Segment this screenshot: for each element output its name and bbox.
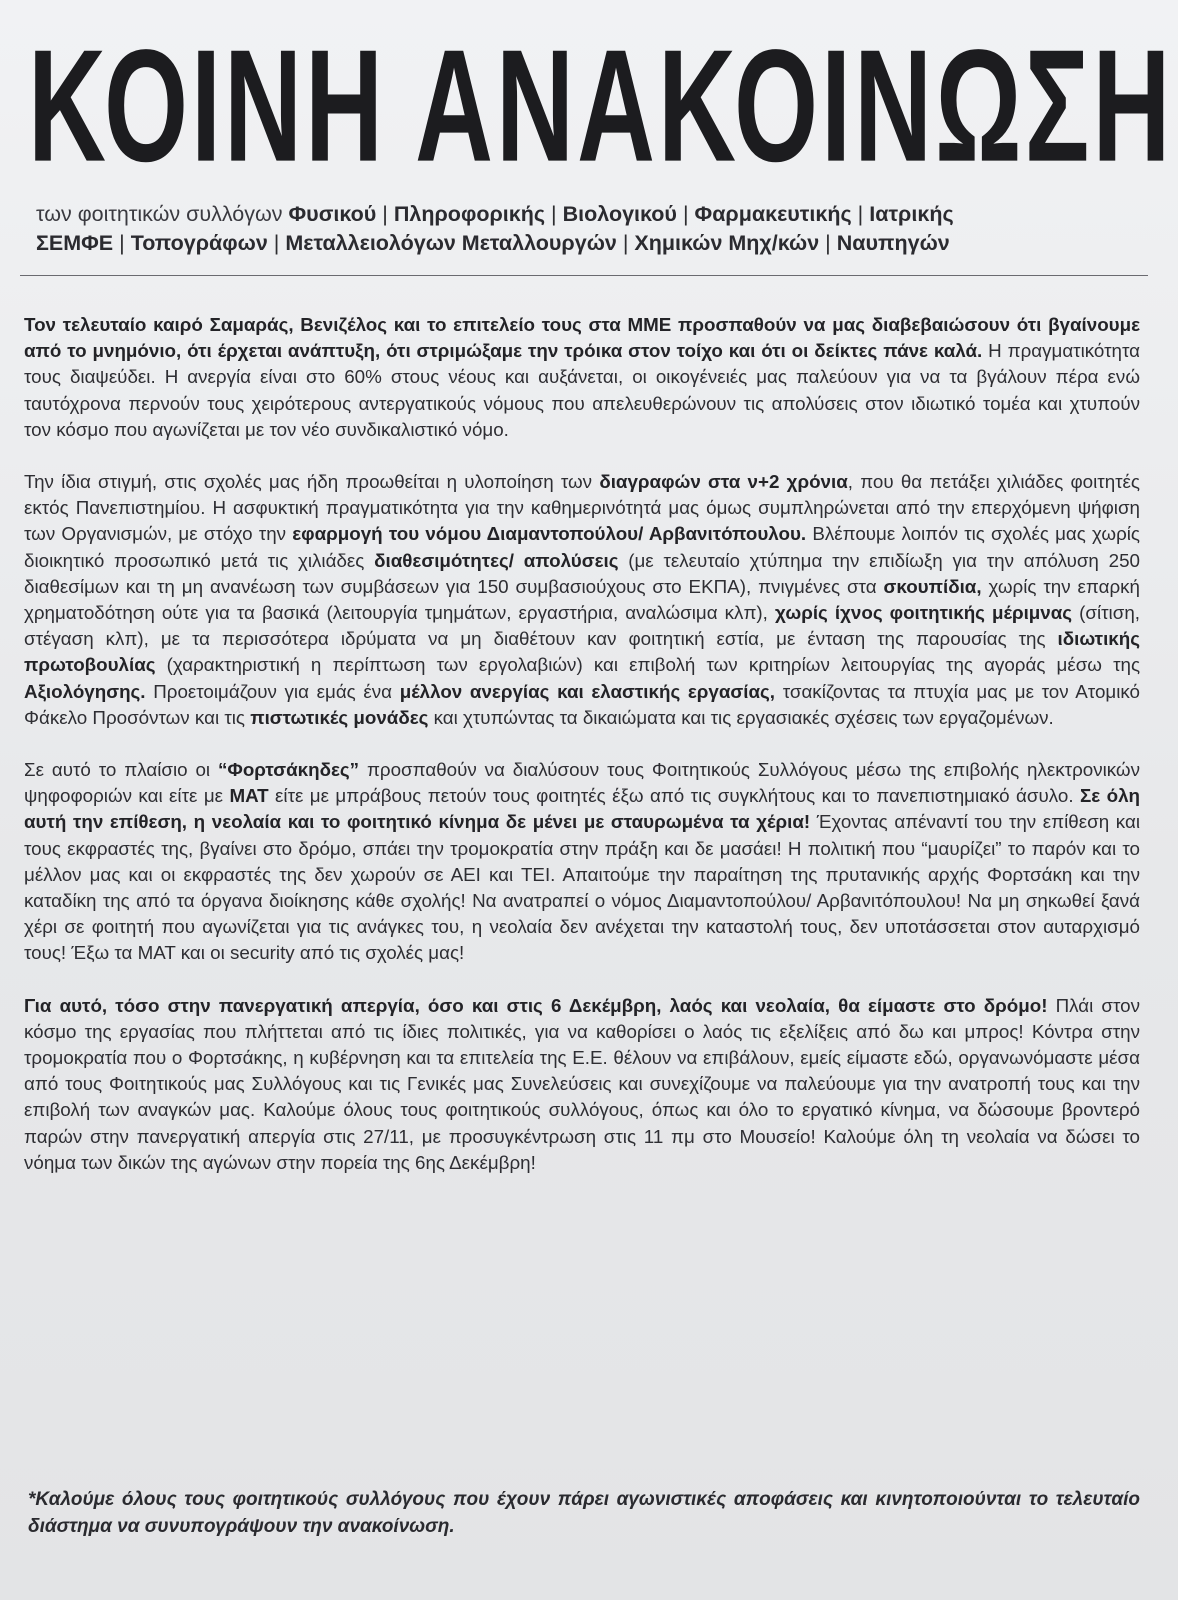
body-text: Η πραγματικότητα τους διαψεύδει. Η ανεργία είναι στο 60% στους νέους και αυξάνεται, οι οικογένειές μας παλεύουν για να τα βγάλουν πέρα ενώ ταυτόχρονα περνούν τους χειρότερους αντεργατικούς νόμους που απελευθερώνουν τις απολύσεις στον ιδιωτικό τομέα και χτυπούν τον κόσμο που αγωνίζεται με τον νέο συνδικαλιστικό νόμο.: [24, 340, 1140, 440]
page-title: ΚΟΙΝΗ ΑΝΑΚΟΙΝΩΣΗ: [28, 15, 1174, 195]
body-text: , που θα πετάξει χιλιάδες φοιτητές εκτός Πανεπιστημίου. Η ασφυκτική πραγματικότητα για την καθημερινότητά μας όμως συμπληρώνεται από την επερχόμενη ψήφιση των Οργανισμών, με στόχο την: [24, 471, 1140, 545]
body-text: (χαρακτηριστική η περίπτωση των εργολαβιών) και επιβολή των κριτηρίων λειτουργίας της αγοράς μέσω της: [155, 654, 1140, 676]
footer-note: *Καλούμε όλους τους φοιτητικούς συλλόγους που έχουν πάρει αγωνιστικές αποφάσεις και κινητοποιούνται το τελευταίο διάστημα να συνυπογράψουν την ανακοίνωση.: [28, 1489, 1140, 1537]
announcement-body: [24, 312, 1140, 1202]
body-text: και χτυπώντας τα δικαιώματα και τις εργασιακές σχέσεις των εργαζομένων.: [428, 706, 1054, 728]
body-text: Προετοιμάζουν για εμάς ένα: [145, 680, 400, 702]
union-name: Ιατρικής: [869, 202, 954, 226]
union-separator: |: [382, 202, 388, 226]
body-text: τσακίζοντας τα πτυχία μας με τον Ατομικό Φάκελο Προσόντων και τις: [24, 680, 1141, 728]
emphasis-text: Τον τελευταίο καιρό Σαμαράς, Βενιζέλος και το επιτελείο τους στα ΜΜΕ προσπαθούν να μας διαβεβαιώσουν ότι βγαίνουμε από το μνημόνιο, ότι έρχεται ανάπτυξη, ότι στριμώξαμε την τρόικα στον τοίχο και ότι οι δείκτες πάνε καλά.: [24, 314, 1140, 362]
subtitle-intro: των φοιτητικών συλλόγων: [36, 202, 283, 226]
union-name: ΣΕΜΦΕ: [36, 231, 114, 255]
subtitle-line-1: [36, 200, 1142, 229]
union-name: Τοπογράφων: [130, 231, 268, 255]
union-separator: |: [857, 202, 864, 226]
union-name: Μεταλλειολόγων Μεταλλουργών: [285, 231, 617, 255]
union-separator: |: [273, 231, 280, 255]
emphasis-text: σκουπίδια,: [883, 575, 982, 597]
union-name: Πληροφορικής: [393, 202, 546, 226]
emphasis-text: Σε όλη αυτή την επίθεση, η νεολαία και το φοιτητικό κίνημα δε μένει με σταυρωμένα τα χέρια!: [24, 785, 1140, 833]
body-text: Την ίδια στιγμή, στις σχολές μας ήδη προωθείται η υλοποίηση των: [24, 471, 600, 493]
union-separator: |: [682, 202, 689, 226]
union-separator: |: [119, 231, 125, 255]
body-paragraph: [24, 993, 1140, 1176]
emphasis-text: Αξιολόγησης.: [24, 680, 146, 702]
emphasis-text: διαθεσιμότητες/ απολύσεις: [374, 549, 619, 571]
union-separator: |: [825, 231, 831, 255]
union-separator: |: [551, 202, 557, 226]
emphasis-text: ΜΑΤ: [229, 785, 269, 807]
union-name: Φυσικού: [288, 202, 377, 226]
union-separator: |: [622, 231, 629, 255]
emphasis-text: πιστωτικές μονάδες: [250, 706, 429, 728]
body-text: Βλέπουμε λοιπόν τις σχολές μας χωρίς διοικητικό προσωπικό μετά τις χιλιάδες: [24, 523, 1140, 571]
emphasis-text: “Φορτσάκηδες”: [218, 759, 360, 781]
subtitle-line-2: [36, 229, 1142, 258]
body-text: Έχοντας απέναντί του την επίθεση και τους εκφραστές της, βγαίνει στο δρόμο, σπάει την τρομοκρατία στην πράξη και δε μασάει! Η πολιτική που “μαυρίζει” το παρόν και το μέλλον μας και οι εκφραστές της δεν χωρούν σε ΑΕΙ και ΤΕΙ. Απαιτούμε την παραίτηση της πρυτανικής αρχής Φορτσάκη και την καταδίκη της από τα όργανα διοίκησης κάθε σχολής! Να ανατραπεί ο νόμος Διαμαντοπούλου/ Αρβανιτόπουλου! Να μη σηκωθεί ξανά χέρι σε φοιτητή που αγωνίζεται για τις ανάγκες του, η νεολαία δεν ανέχεται την καταστολή τους, δεν υποτάσσεται στον αυταρχισμό τους! Έξω τα ΜΑΤ και οι security από τις σχολές μας!: [24, 811, 1140, 964]
emphasis-text: ιδιωτικής πρωτοβουλίας: [24, 628, 1140, 676]
body-text: είτε με μπράβους πετούν τους φοιτητές έξω από τις συγκλήτους και το πανεπιστημιακό άσυλο.: [268, 785, 1080, 807]
emphasis-text: μέλλον ανεργίας και ελαστικής εργασίας,: [399, 680, 776, 702]
subtitle-unions: [36, 200, 1142, 258]
body-text: Σε αυτό το πλαίσιο οι: [24, 759, 219, 781]
body-text: (με τελευταίο χτύπημα την επιδίωξη για την απόλυση 250 διαθεσίμων και τη μη ανανέωση των συμβάσεων για 150 συμβασιούχους στο ΕΚΠΑ), πνιγμένες στα: [24, 549, 1140, 597]
union-name: Βιολογικού: [562, 202, 677, 226]
body-text: (σίτιση, στέγαση κλπ), με τα περισσότερα ιδρύματα να μη διαθέτουν καν φοιτητική εστία, με ένταση της παρουσίας της: [24, 602, 1140, 650]
emphasis-text: Για αυτό, τόσο στην πανεργατική απεργία, όσο και στις 6 Δεκέμβρη, λαός και νεολαία, θα είμαστε στο δρόμο!: [24, 994, 1048, 1016]
emphasis-text: διαγραφών στα ν+2 χρόνια: [599, 471, 848, 493]
divider: [20, 275, 1148, 276]
body-paragraph: [24, 757, 1140, 967]
union-name: Φαρμακευτικής: [694, 202, 852, 226]
emphasis-text: χωρίς ίχνος φοιτητικής μέριμνας: [774, 602, 1073, 624]
body-text: χωρίς την επαρκή χρηματοδότηση ούτε για τα βασικά (λειτουργία τμημάτων, εργαστήρια, αναλώσιμα κλπ),: [24, 575, 1140, 624]
emphasis-text: εφαρμογή του νόμου Διαμαντοπούλου/ Αρβανιτόπουλου.: [292, 523, 807, 545]
body-paragraph: [24, 469, 1140, 731]
union-name: Χημικών Μηχ/κών: [634, 231, 820, 255]
union-name: Ναυπηγών: [836, 231, 950, 255]
body-text: Πλάι στον κόσμο της εργασίας που πλήττεται από τις ίδιες πολιτικές, για να καθορίσει ο λαός τις εξελίξεις από δω και μπρος! Κόντρα στην τρομοκρατία που ο Φορτσάκης, η κυβέρνηση και τα επιτελεία της Ε.Ε. θέλουν να επιβάλουν, εμείς είμαστε εδώ, οργανωνόμαστε μέσα από τους Φοιτητικούς μας Συλλόγους και τις Γενικές μας Συνελεύσεις και συνεχίζουμε να παλεύουμε για την ανατροπή τους και την επιβολή των αναγκών μας. Καλούμε όλους τους φοιτητικούς συλλόγους, όπως και όλο το εργατικό κίνημα, να δώσουμε βροντερό παρών στην πανεργατική απεργία στις 27/11, με προσυγκέντρωση στις 11 πμ στο Μουσείο! Καλούμε όλη τη νεολαία να δώσει το νόημα των δικών της αγώνων στην πορεία της 6ης Δεκέμβρη!: [24, 994, 1141, 1173]
body-text: προσπαθούν να διαλύσουν τους Φοιτητικούς Συλλόγους μέσω της επιβολής ηλεκτρονικών ψηφοφοριών και είτε με: [24, 759, 1140, 807]
body-paragraph: [24, 312, 1140, 443]
